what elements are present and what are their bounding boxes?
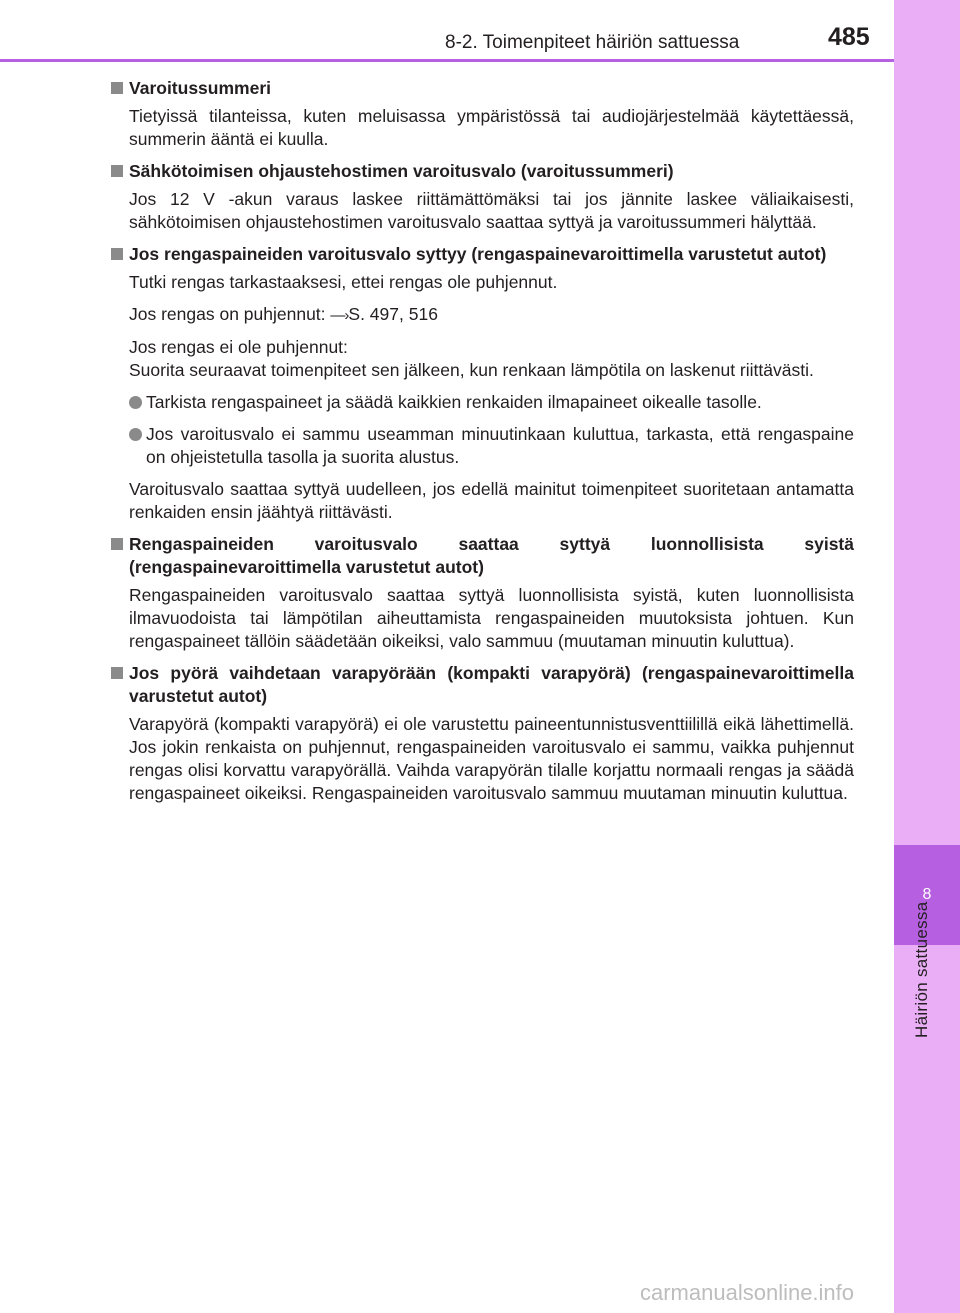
- section-body: Varapyörä (kompakti varapyörä) ei ole varustettu paineentunnistusventtiilillä eikä lähettimellä. Jos jokin renkaista on puhjennut, rengaspaineiden varoitusvalo ei sammu, vaikka puhjennut rengas olisi korvattu varapyörällä. Vaihda varapyörän tilalle korjattu normaali rengas ja säädä rengaspaineet oikeiksi. Rengaspaineiden varoitusvalo sammuu muutaman minuutin kuluttua.: [129, 714, 854, 803]
- list-item: Tarkista rengaspaineet ja säädä kaikkien renkaiden ilmapaineet oikealle tasolle.: [108, 391, 854, 414]
- chapter-number: 8: [922, 886, 932, 903]
- arrow-right-icon: —›: [330, 307, 349, 324]
- section-heading: Jos rengaspaineiden varoitusvalo syttyy (rengaspainevaroittimella varustetut autot): [108, 243, 854, 266]
- header-divider: [0, 59, 894, 62]
- square-bullet-icon: [111, 248, 123, 260]
- watermark: carmanualsonline.info: [640, 1280, 855, 1305]
- header-section-title: 8-2. Toimenpiteet häiriön sattuessa: [445, 32, 740, 53]
- list-item: Jos varoitusvalo ei sammu useamman minuutinkaan kuluttua, tarkasta, että rengaspaine on ohjeistetulla tasolla ja suorita alustus.: [108, 423, 854, 469]
- page-content: [108, 77, 854, 814]
- sidebar-tab: [894, 0, 960, 845]
- section-body: Rengaspaineiden varoitusvalo saattaa syttyä luonnollisista syistä, kuten luonnollisista ilmavuodoista tai lämpötilan aiheuttamista rengaspaineiden muutoksista johtuen. Kun rengaspaineet tällöin säädetään oikeiksi, valo sammuu (muutaman minuutin kuluttua).: [129, 585, 854, 651]
- section-body: Varoitusvalo saattaa syttyä uudelleen, jos edellä mainitut toimenpiteet suoritetaan antamatta renkaiden ensin jäähtyä riittävästi.: [129, 479, 854, 522]
- circle-bullet-icon: [129, 396, 142, 409]
- section-heading: Rengaspaineiden varoitusvalo saattaa syttyä luonnollisista syistä (rengaspainevaroittimella varustetut autot): [108, 533, 854, 579]
- section-heading: Varoitussummeri: [108, 77, 854, 100]
- square-bullet-icon: [111, 82, 123, 94]
- section-body: Jos 12 V -akun varaus laskee riittämättömäksi tai jos jännite laskee väliaikaisesti, sähkötoimisen ohjaustehostimen varoitusvalo saattaa syttyä ja varoitussummeri hälyttää.: [129, 189, 854, 232]
- page-number: 485: [828, 23, 870, 51]
- chapter-label: Häiriön sattuessa: [912, 902, 931, 1039]
- page-reference-link[interactable]: S. 497, 516: [348, 304, 438, 324]
- section-body: Tietyissä tilanteissa, kuten meluisassa ympäristössä tai audiojärjestelmää käytettäessä, summerin ääntä ei kuulla.: [129, 106, 854, 149]
- circle-bullet-icon: [129, 428, 142, 441]
- section-heading: Jos pyörä vaihdetaan varapyörään (kompakti varapyörä) (rengaspainevaroittimella varustetut autot): [108, 662, 854, 708]
- page-reference: Jos rengas on puhjennut: —›S. 497, 516: [129, 304, 438, 324]
- section-body: Jos rengas ei ole puhjennut: Suorita seuraavat toimenpiteet sen jälkeen, kun renkaan lämpötila on laskenut riittävästi.: [129, 337, 814, 380]
- square-bullet-icon: [111, 538, 123, 550]
- square-bullet-icon: [111, 165, 123, 177]
- section-heading: Sähkötoimisen ohjaustehostimen varoitusvalo (varoitussummeri): [108, 160, 854, 183]
- square-bullet-icon: [111, 667, 123, 679]
- section-body: Tutki rengas tarkastaaksesi, ettei rengas ole puhjennut.: [129, 272, 558, 292]
